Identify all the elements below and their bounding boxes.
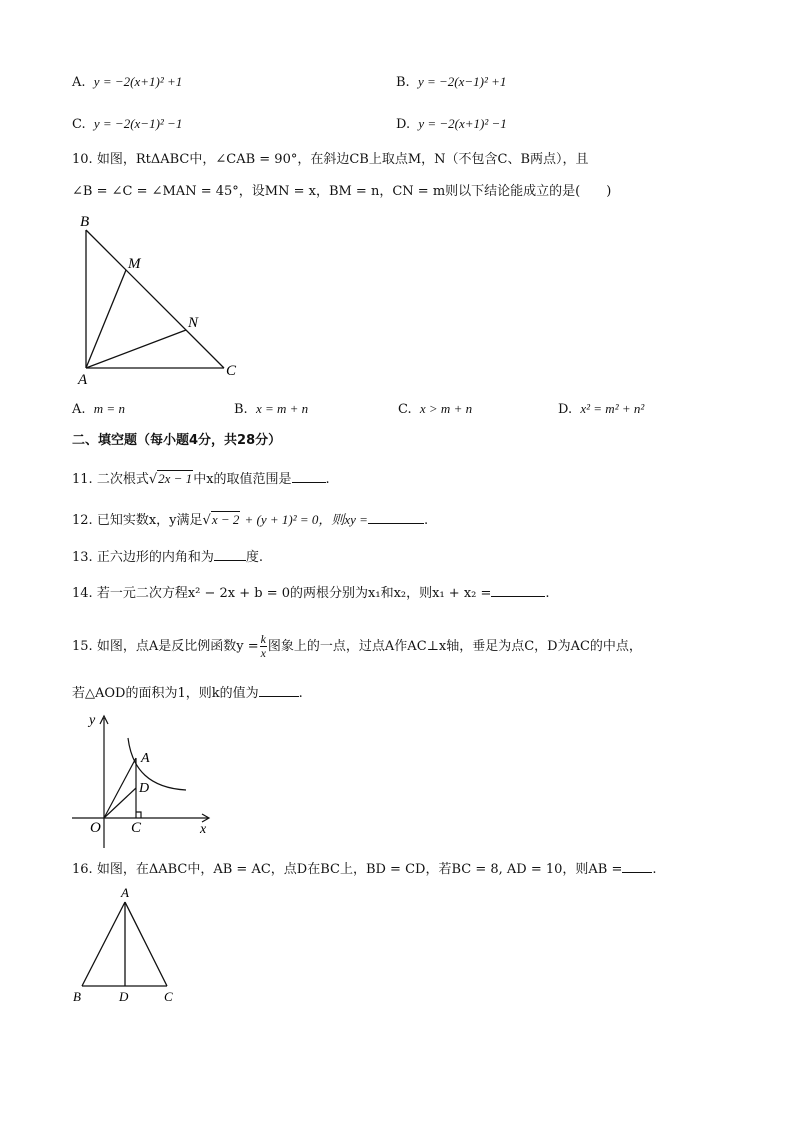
q15-fraction: $\frac{k}{x}$ bbox=[260, 632, 266, 660]
q15-label-a: A bbox=[141, 751, 150, 766]
q10-label-n: N bbox=[188, 315, 199, 331]
q15-label-o: O bbox=[90, 820, 101, 836]
q14: 14. 若一元二次方程x² − 2x + b = 0的两根分别为x₁和x₂，则x₁ + x₂ = . bbox=[72, 583, 550, 603]
q9-option-d: D. y = −2(x+1)² −1 bbox=[396, 116, 507, 132]
q11-radicand: 2x − 1 bbox=[158, 471, 193, 486]
q16-label-d: D bbox=[119, 989, 129, 1004]
q16: 16. 如图，在ΔABC中，AB = AC，点D在BC上，BD = CD，若BC = 8, AD = 10，则AB = . bbox=[72, 859, 657, 879]
q10-option-b: B. x = m + n bbox=[234, 401, 309, 417]
q10-label-m: M bbox=[128, 256, 141, 272]
q15-label-d: D bbox=[139, 781, 150, 796]
q12: 12. 已知实数x，y满足√x − 2 + (y + 1)² = 0，则xy = . bbox=[72, 512, 429, 528]
q9-option-c: C. y = −2(x−1)² −1 bbox=[72, 116, 183, 132]
q10-option-d: D. x² = m² + n² bbox=[558, 401, 645, 417]
q16-label-a: A bbox=[121, 885, 129, 900]
q13: 13. 正六边形的内角和为 度. bbox=[72, 547, 263, 567]
q10-label-c: C bbox=[226, 363, 237, 379]
q15-line2: 若△AOD的面积为1，则k的值为 . bbox=[72, 683, 303, 703]
q11: 11. 二次根式√2x − 1中x的取值范围是 . bbox=[72, 471, 330, 487]
q10-label-a: A bbox=[78, 372, 88, 388]
q10-label-b: B bbox=[80, 214, 90, 230]
q10-stem-line2: ∠B = ∠C = ∠MAN = 45°，设MN = x，BM = n，CN = m则以下结论能成立的是( ) bbox=[72, 184, 612, 199]
q9-option-a: A. y = −2(x+1)² +1 bbox=[72, 74, 183, 90]
q16-label-b: B bbox=[73, 989, 81, 1004]
q10-option-c: C. x > m + n bbox=[398, 401, 473, 417]
q10-stem-line1: 10. 如图，RtΔABC中，∠CAB = 90°，在斜边CB上取点M，N（不包含C、B两点），且 bbox=[72, 152, 589, 167]
q15-line1: 15. 如图，点A是反比例函数y = $\frac{k}{x}$ 图象上的一点，过点A作AC⊥x轴，垂足为点C，D为AC的中点， bbox=[72, 632, 642, 660]
section-heading: 二、填空题（每小题4分，共28分） bbox=[72, 433, 282, 448]
q15-label-c: C bbox=[131, 820, 142, 836]
q15-label-y: y bbox=[89, 713, 96, 728]
q16-label-c: C bbox=[164, 989, 173, 1004]
q12-radicand: x − 2 bbox=[211, 512, 240, 527]
q10-option-a: A. m = n bbox=[72, 401, 125, 417]
q9-option-b: B. y = −2(x−1)² +1 bbox=[396, 74, 507, 90]
q15-label-x: x bbox=[200, 822, 207, 837]
